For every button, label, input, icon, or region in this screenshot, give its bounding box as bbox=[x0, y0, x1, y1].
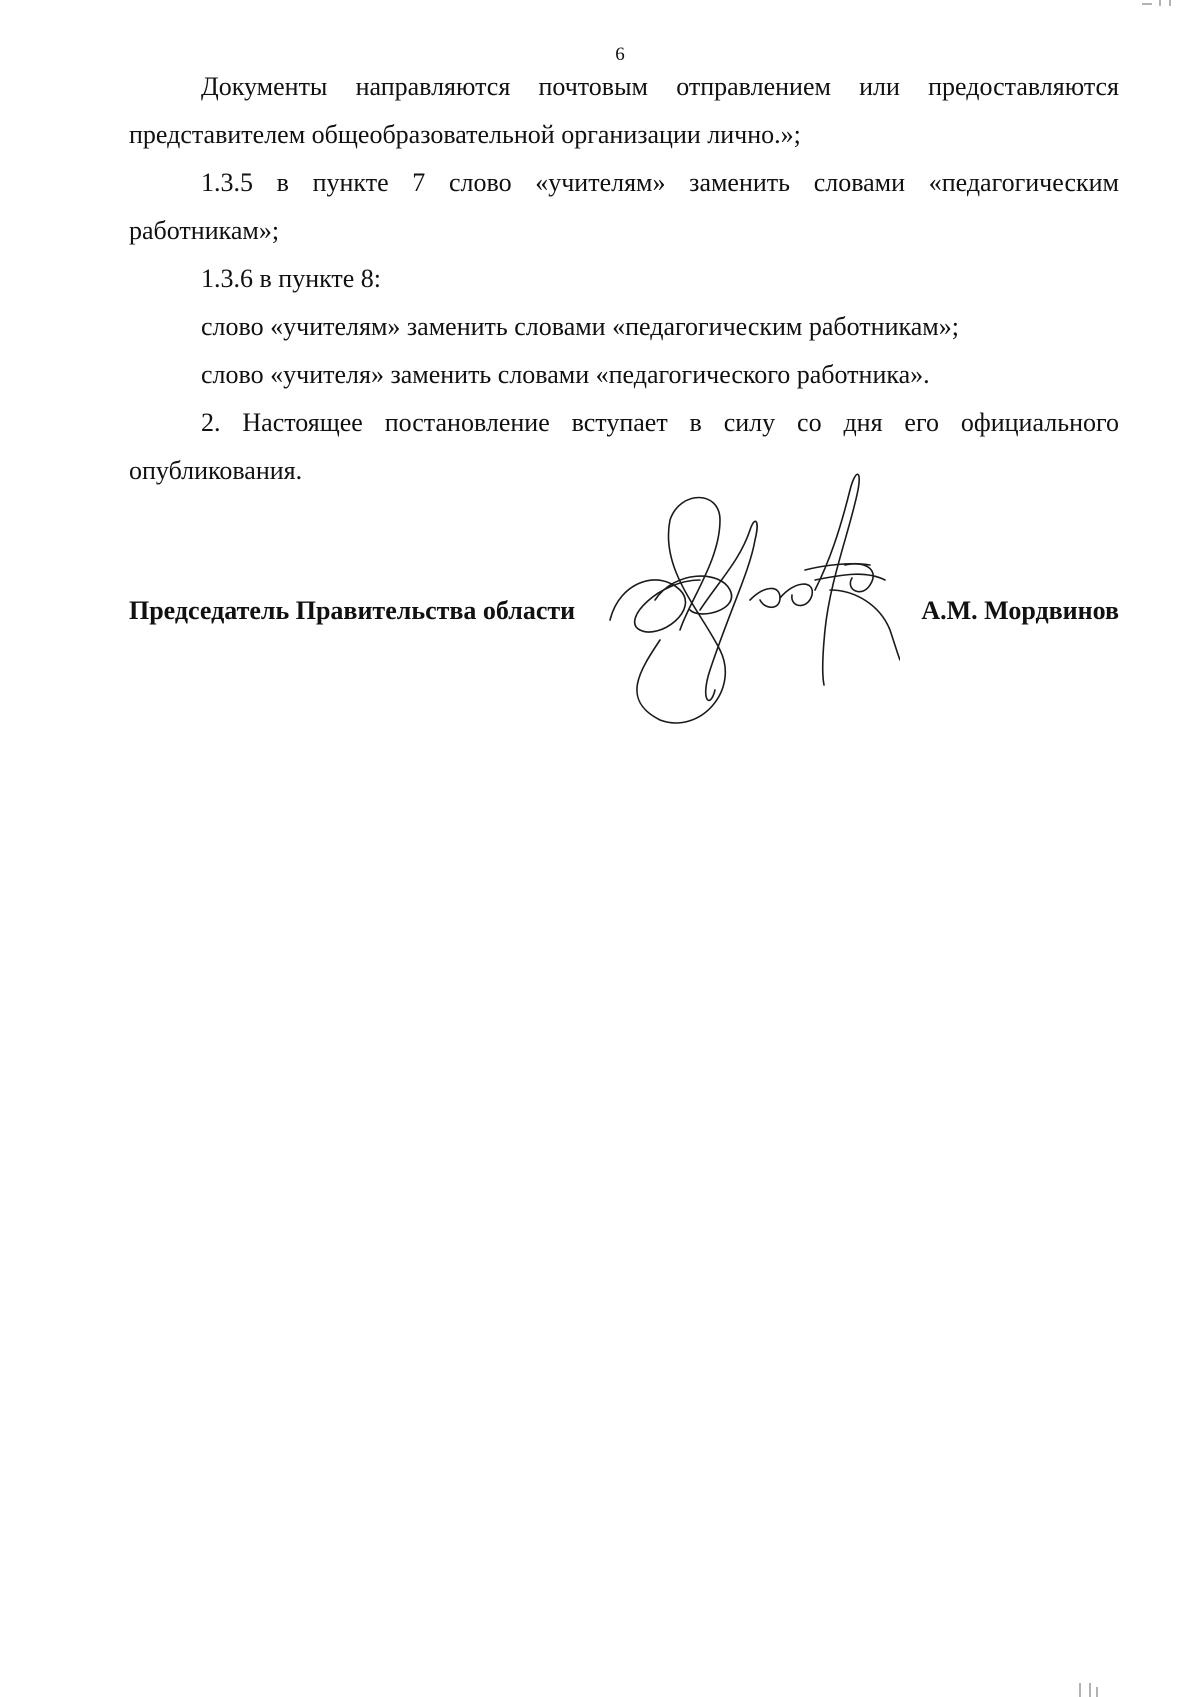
signatory-name: А.М. Мордвинов bbox=[921, 596, 1119, 625]
scan-edge-mark-bottom bbox=[1075, 1683, 1105, 1697]
paragraph-1-3-6: 1.3.6 в пункте 8: bbox=[201, 264, 382, 293]
handwritten-signature bbox=[600, 470, 900, 730]
paragraph-1-3-5: 1.3.5 в пункте 7 слово «учителям» заменить словами «педагогическим работникам»; bbox=[129, 168, 1119, 245]
document-body bbox=[129, 63, 1119, 495]
paragraph-effective-date: 2. Настоящее постановление вступает в силу со дня его официального опубликования. bbox=[129, 408, 1119, 485]
paragraph-replace-teachers: слово «учителям» заменить словами «педагогическим работникам»; bbox=[201, 312, 959, 341]
page-number: 6 bbox=[615, 44, 625, 65]
signatory-title: Председатель Правительства области bbox=[129, 596, 576, 625]
paragraph-documents: Документы направляются почтовым отправлением или предоставляются представителем общеобразовательной организации лично.»; bbox=[129, 72, 1119, 149]
paragraph-replace-teacher: слово «учителя» заменить словами «педагогического работника». bbox=[201, 360, 930, 389]
scan-edge-mark bbox=[1140, 0, 1180, 6]
